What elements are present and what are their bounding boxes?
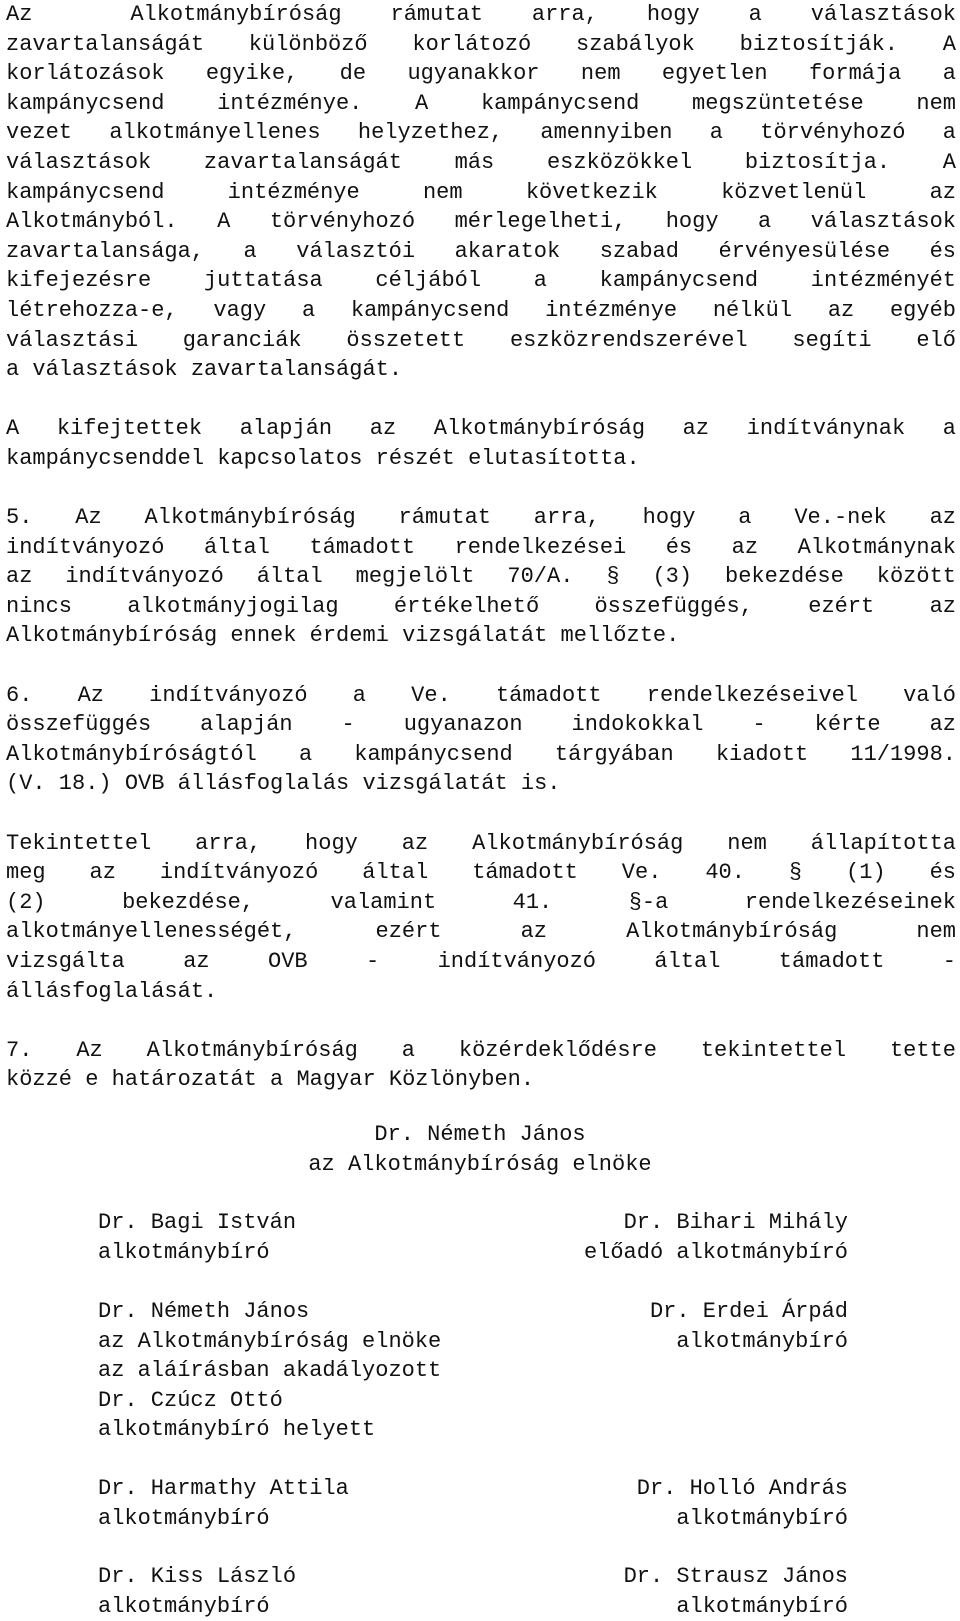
- paragraph-line: zavartalanságát különböző korlátozó szabályok biztosítják. A: [6, 31, 956, 57]
- paragraph-line: Alkotmánybíróság ennek érdemi vizsgálatát mellőzte.: [6, 623, 680, 649]
- paragraph-line: állásfoglalását.: [6, 978, 218, 1004]
- signatory-name: Dr. Bagi István: [98, 1210, 297, 1235]
- paragraph-line: az indítványozó által megjelölt 70/A. § (3) bekezdése között: [6, 564, 956, 590]
- signatory-title: alkotmánybíró helyett: [98, 1417, 376, 1443]
- paragraph-line: vezet alkotmányellenes helyzethez, amennyiben a törvényhozó a: [6, 120, 956, 146]
- paragraph-line: Az Alkotmánybíróság rámutat arra, hogy a választások: [6, 2, 956, 27]
- paragraph-line: Tekintettel arra, hogy az Alkotmánybíróság nem állapította: [6, 830, 956, 856]
- signatory-title: alkotmánybíró: [98, 1505, 270, 1531]
- blank-line: [6, 474, 956, 504]
- signatory-title: az Alkotmánybíróság elnöke: [98, 1328, 442, 1354]
- signatory-title: Dr. Czúcz Ottó: [98, 1387, 283, 1413]
- paragraph-line: zavartalansága, a választói akaratok szabad érvényesülése és: [6, 238, 956, 264]
- paragraph-line: 5. Az Alkotmánybíróság rámutat arra, hogy a Ve.-nek az: [6, 505, 956, 531]
- blank-line: [6, 651, 956, 681]
- paragraph-line: korlátozások egyike, de ugyanakkor nem egyetlen formája a: [6, 61, 956, 87]
- paragraph-line: kampánycsenddel kapcsolatos részét elutasította.: [6, 445, 640, 471]
- paragraph-line: közzé e határozatát a Magyar Közlönyben.: [6, 1067, 535, 1093]
- paragraph-line: alkotmányellenességét, ezért az Alkotmánybíróság nem: [6, 919, 956, 945]
- paragraph-line: (V. 18.) OVB állásfoglalás vizsgálatát is.: [6, 771, 561, 797]
- paragraph-line: vizsgálta az OVB - indítványozó által támadott -: [6, 949, 956, 974]
- paragraph-line: A kifejtettek alapján az Alkotmánybíróság az indítványnak a: [6, 416, 956, 442]
- paragraph-line: kampánycsend intézménye nem következik közvetlenül az: [6, 179, 956, 205]
- document-body: [6, 0, 956, 1095]
- blank-line: [6, 385, 956, 415]
- signatory-title: alkotmánybíró: [98, 1239, 270, 1265]
- paragraph-line: Alkotmánybíróságtól a kampánycsend tárgyában kiadott 11/1998.: [6, 741, 956, 767]
- signatory-name: Dr. Kiss László: [98, 1564, 297, 1589]
- paragraph-line: 6. Az indítványozó a Ve. támadott rendelkezéseivel való: [6, 682, 956, 708]
- paragraph-line: 7. Az Alkotmánybíróság a közérdeklődésre tekintettel tette: [6, 1037, 956, 1063]
- signatory-name: Dr. Erdei Árpád: [649, 1299, 848, 1324]
- president-name: Dr. Németh János: [374, 1122, 586, 1147]
- signatory-name: Dr. Holló András: [636, 1476, 848, 1501]
- paragraph-line: (2) bekezdése, valamint 41. §-a rendelkezéseinek: [6, 889, 956, 915]
- signatory-name: Dr. Harmathy Attila: [98, 1476, 349, 1501]
- signatory-title: alkotmánybíró: [98, 1593, 270, 1619]
- paragraph-line: nincs alkotmányjogilag értékelhető összefüggés, ezért az: [6, 593, 956, 619]
- paragraph-line: a választások zavartalanságát.: [6, 357, 403, 383]
- blank-line: [6, 799, 956, 829]
- blank-line: [6, 1006, 956, 1036]
- president-title: az Alkotmánybíróság elnöke: [308, 1152, 652, 1177]
- paragraph-line: létrehozza-e, vagy a kampánycsend intézménye nélkül az egyéb: [6, 297, 956, 323]
- paragraph-line: kampánycsend intézménye. A kampánycsend megszüntetése nem: [6, 90, 956, 116]
- signatory-title: alkotmánybíró: [676, 1505, 848, 1531]
- signatory-title: alkotmánybíró: [676, 1593, 848, 1619]
- paragraph-line: választási garanciák összetett eszközrendszerével segíti elő: [6, 327, 956, 353]
- signatory-name: Dr. Bihari Mihály: [623, 1210, 848, 1235]
- paragraph-line: meg az indítványozó által támadott Ve. 40. § (1) és: [6, 860, 956, 886]
- signatory-title: alkotmánybíró: [676, 1328, 848, 1354]
- signatory-name: Dr. Németh János: [98, 1299, 310, 1324]
- paragraph-line: indítványozó által támadott rendelkezései és az Alkotmánynak: [6, 534, 956, 560]
- paragraph-line: összefüggés alapján - ugyanazon indokokkal - kérte az: [6, 712, 956, 738]
- paragraph-line: Alkotmányból. A törvényhozó mérlegelheti, hogy a választások: [6, 209, 956, 235]
- paragraph-line: választások zavartalanságát más eszközökkel biztosítja. A: [6, 149, 956, 175]
- signatory-title: az aláírásban akadályozott: [98, 1358, 442, 1384]
- signatory-title: előadó alkotmánybíró: [583, 1239, 848, 1265]
- paragraph-line: kifejezésre juttatása céljából a kampánycsend intézményét: [6, 268, 956, 294]
- signatory-name: Dr. Strausz János: [623, 1564, 848, 1589]
